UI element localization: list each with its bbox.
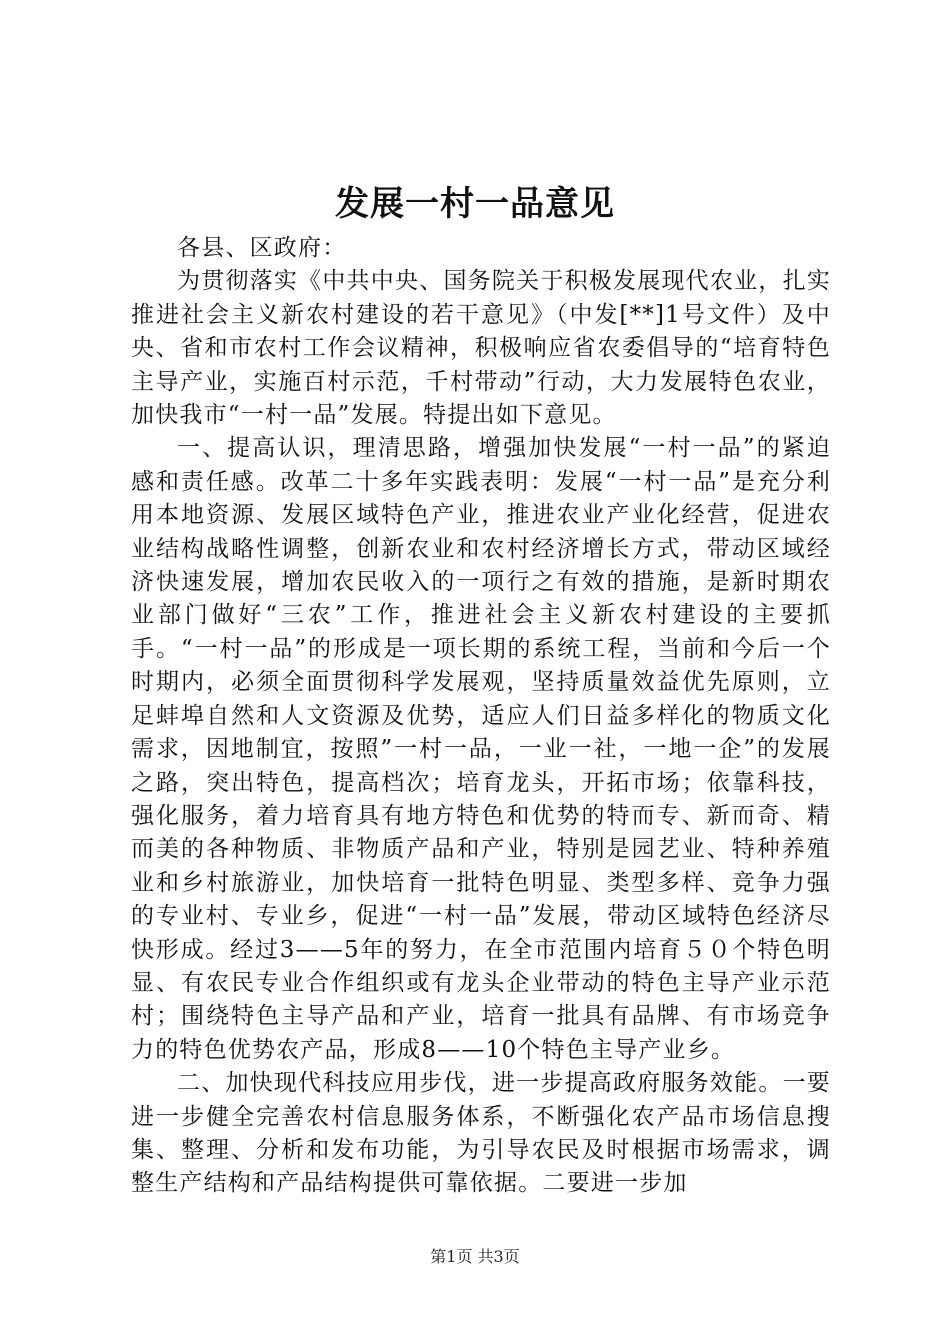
document-title: 发展一村一品意见 xyxy=(335,184,615,224)
paragraph-section-2: 二、加快现代科技应用步伐，进一步提高政府服务效能。一要进一步健全完善农村信息服务体系，不断强化农产品市场信息搜集、整理、分析和发布功能，为引导农民及时根据市场需求，调整生产结构和产品结构提供可靠依据。二要进一步加 xyxy=(131,1070,831,1197)
paragraph-intro: 为贯彻落实《中共中央、国务院关于积极发展现代农业，扎实推进社会主义新农村建设的若干意见》（中发[**]1号文件）及中央、省和市农村工作会议精神，积极响应省农委倡导的“培育特色主导产业，实施百村示范，千村带动”行动，大力发展特色农业，加快我市“一村一品”发展。特提出如下意见。 xyxy=(131,268,831,429)
salutation: 各县、区政府： xyxy=(177,235,347,261)
document-body xyxy=(131,232,831,1201)
page-footer: 第1页 共3页 xyxy=(430,1247,520,1266)
paragraph-section-1: 一、提高认识，理清思路，增强加快发展“一村一品”的紧迫感和责任感。改革二十多年实践表明：发展“一村一品”是充分利用本地资源、发展区域特色产业，推进农业产业化经营，促进农业结构战略性调整，创新农业和农村经济增长方式，带动区域经济快速发展，增加农民收入的一项行之有效的措施，是新时期农业部门做好“三农”工作，推进社会主义新农村建设的主要抓手。“一村一品”的形成是一项长期的系统工程，当前和今后一个时期内，必须全面贯彻科学发展观，坚持质量效益优先原则，立足蚌埠自然和人文资源及优势，适应人们日益多样化的物质文化需求，因地制宜，按照”一村一品，一业一社，一地一企”的发展之路，突出特色，提高档次；培育龙头，开拓市场；依靠科技，强化服务，着力培育具有地方特色和优势的特而专、新而奇、精而美的各种物质、非物质产品和产业，特别是园艺业、特种养殖业和乡村旅游业，加快培育一批特色明显、类型多样、竞争力强的专业村、专业乡，促进“一村一品”发展，带动区域特色经济尽快形成。经过3——5年的努力，在全市范围内培育５０个特色明显、有农民专业合作组织或有龙头企业带动的特色主导产业示范村；围绕特色主导产品和产业，培育一批具有品牌、有市场竞争力的特色优势农产品，形成8——10个特色主导产业乡。 xyxy=(131,435,831,1063)
